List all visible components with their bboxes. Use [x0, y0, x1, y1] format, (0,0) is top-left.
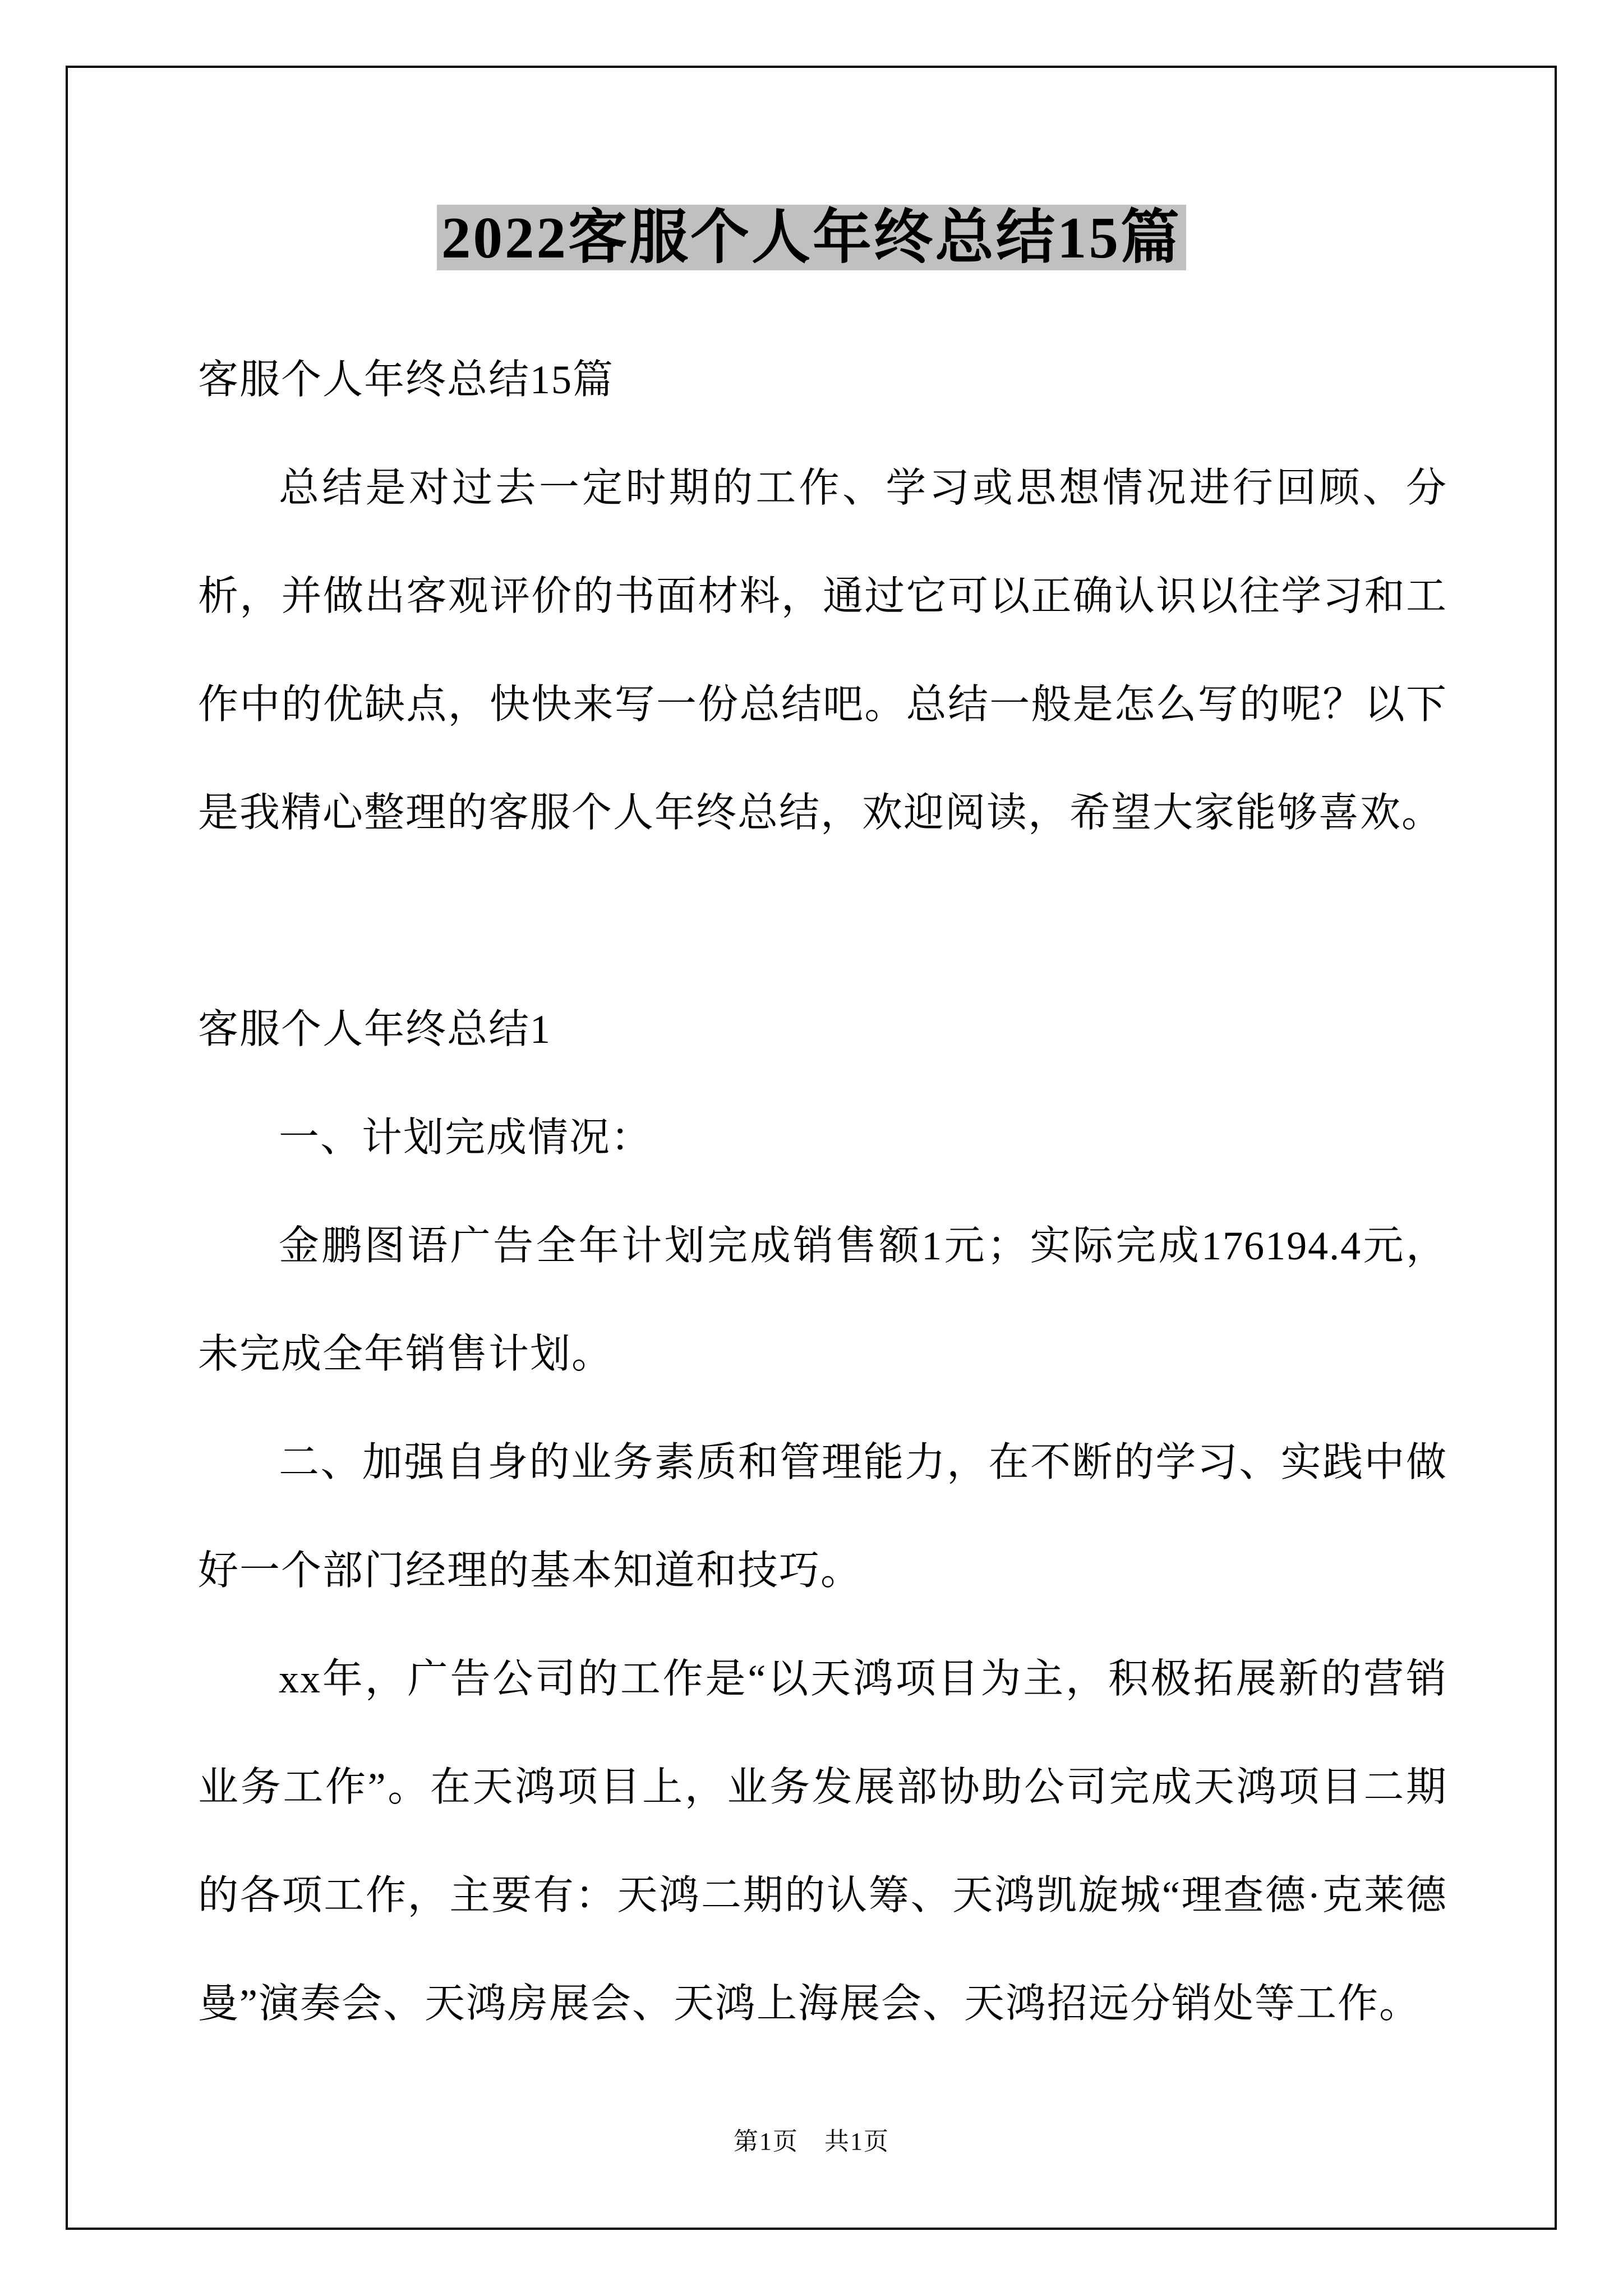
paragraph-preamble: 总结是对过去一定时期的工作、学习或思想情况进行回顾、分析，并做出客观评价的书面材料，通过它可以正确认识以往学习和工作中的优缺点，快快来写一份总结吧。总结一般是怎么写的呢？以下是我精心整理的客服个人年终总结，欢迎阅读，希望大家能够喜欢。 — [198, 466, 1447, 835]
document-title-highlight: 2022客服个人年终总结15篇 — [437, 205, 1186, 270]
section-heading-summary-1: 客服个人年终总结1 — [198, 1007, 552, 1052]
paragraph-sales-figures: 金鹏图语广告全年计划完成销售额1元；实际完成176194.4元，未完成全年销售计划。 — [198, 1223, 1447, 1377]
document-body — [198, 326, 1447, 2058]
paragraph-skills-improvement: 二、加强自身的业务素质和管理能力，在不断的学习、实践中做好一个部门经理的基本知道和技巧。 — [198, 1440, 1447, 1593]
paragraph-company-projects: xx年，广告公司的工作是“以天鸿项目为主，积极拓展新的营销业务工作”。在天鸿项目上，业务发展部协助公司完成天鸿项目二期的各项工作，主要有：天鸿二期的认筹、天鸿凯旋城“理查德·克莱德曼”演奏会、天鸿房展会、天鸿上海展会、天鸿招远分销处等工作。 — [198, 1657, 1447, 2026]
footer-page-number: 第1页 共1页 — [734, 2128, 889, 2155]
paragraph-subtitle: 客服个人年终总结15篇 — [198, 357, 615, 402]
document-title — [0, 199, 1623, 277]
paragraph-plan-completion-heading: 一、计划完成情况： — [279, 1115, 653, 1160]
